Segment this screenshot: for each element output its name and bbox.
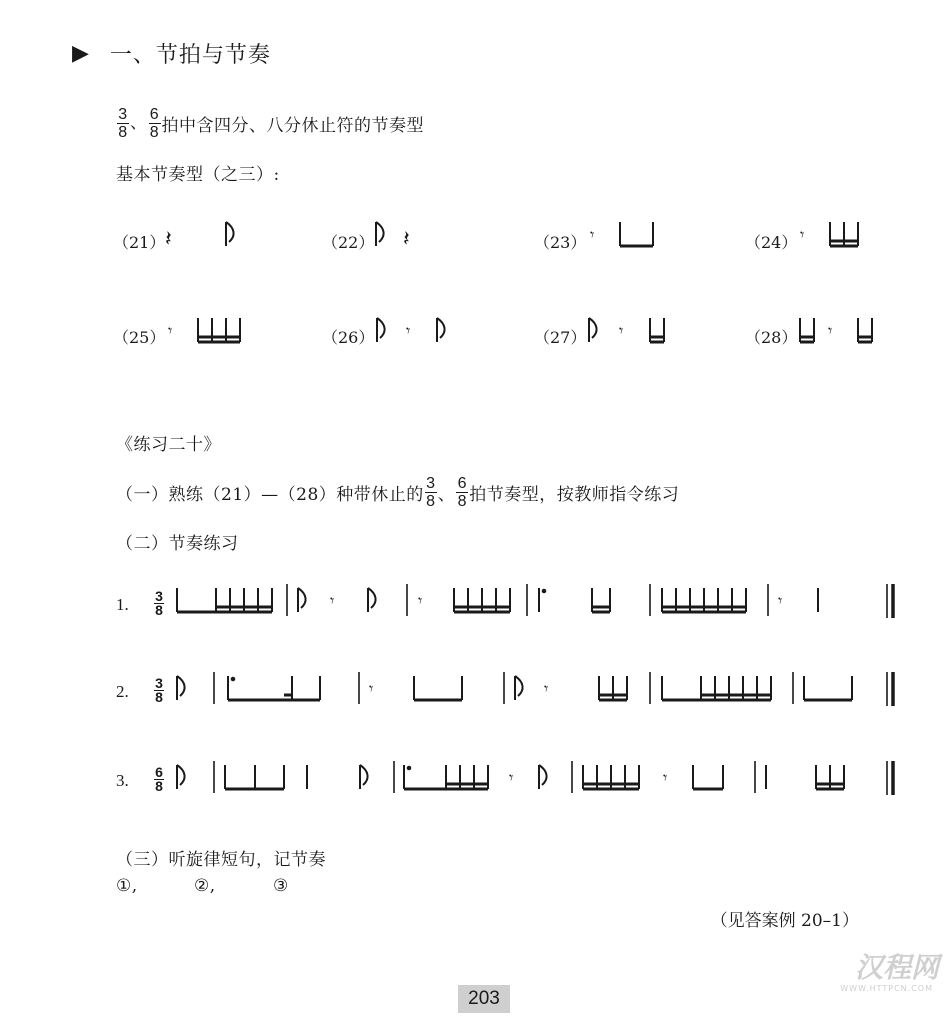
note-flag: [589, 318, 597, 338]
exercise-item-1: （一）熟练（21）—（28）种带休止的 $\frac{3}{8}$ 、 $\frac{6}{8}$ 拍节奏型，按教师指令练习: [116, 475, 680, 510]
pattern-label-26: （26）: [322, 328, 375, 347]
eighth-rest: 𝄾: [544, 679, 549, 698]
subtitle: 基本节奏型（之三）:: [116, 165, 280, 185]
exercise-item-2: （二）节奏练习: [116, 534, 239, 554]
eighth-rest: 𝄾: [168, 321, 173, 340]
fraction-3-8: $\frac{3}{8}$: [426, 475, 436, 510]
eighth-rest: 𝄾: [778, 591, 783, 610]
answer-1: ①,: [116, 876, 138, 896]
play-triangle-icon: ▶: [72, 41, 90, 66]
eighth-rest: 𝄾: [663, 768, 668, 787]
note-flag: [177, 676, 185, 696]
note-flag: [368, 588, 376, 608]
pattern-label-24: （24）: [745, 233, 798, 252]
note-flag: [177, 765, 185, 785]
pattern-label-25: （25）: [113, 328, 166, 347]
eighth-rest: 𝄾: [406, 321, 411, 340]
answer-3: ③: [273, 876, 289, 896]
fraction-6-8: $\frac{6}{8}$: [457, 475, 467, 510]
note-flag: [437, 318, 445, 338]
time-signature-6-8: 6 8: [155, 764, 163, 794]
row-number-1: 1.: [116, 595, 129, 614]
eighth-rest: 𝄾: [369, 679, 374, 698]
note-flag: [539, 765, 547, 785]
pattern-label-22: （22）: [322, 233, 375, 252]
pattern-label-23: （23）: [534, 233, 587, 252]
exercise-title: 《练习二十》: [116, 435, 221, 455]
answer-reference: （见答案例 20–1）: [710, 911, 859, 931]
eighth-rest: 𝄾: [509, 768, 514, 787]
row-number-2: 2.: [116, 682, 129, 701]
time-signature-3-8: 3 8: [155, 588, 163, 618]
eighth-rest: 𝄾: [828, 321, 833, 340]
eighth-rest: 𝄾: [330, 591, 335, 610]
quarter-rest: 𝄽: [165, 227, 172, 252]
note-dot: [407, 766, 411, 770]
note-flag: [515, 676, 523, 696]
fraction-3-8: $\frac{3}{8}$: [118, 106, 128, 141]
intro-text: 拍中含四分、八分休止符的节奏型: [161, 116, 424, 136]
watermark-logo: 汉程网: [854, 951, 939, 984]
exercise-item-3: （三）听旋律短句，记节奏: [116, 850, 326, 870]
answer-2: ②,: [194, 876, 216, 896]
separator: 、: [130, 113, 148, 133]
quarter-rest: 𝄽: [403, 227, 410, 252]
note-flag: [226, 222, 234, 242]
section-title: 一、节拍与节奏: [109, 43, 271, 68]
page-number: 203: [458, 985, 510, 1013]
pattern-label-28: （28）: [745, 328, 798, 347]
fraction-6-8: $\frac{6}{8}$: [149, 106, 160, 141]
row-number-3: 3.: [116, 771, 129, 790]
time-signature-3-8: 3 8: [155, 675, 163, 705]
note-flag: [377, 318, 385, 338]
eighth-rest: 𝄾: [418, 591, 423, 610]
eighth-rest: 𝄾: [590, 225, 595, 244]
watermark-url: WWW.HTTPCN.COM: [840, 984, 933, 993]
note-flag: [376, 222, 384, 242]
pattern-label-21: （21）: [113, 233, 166, 252]
note-dot: [231, 677, 235, 681]
eighth-rest: 𝄾: [800, 225, 805, 244]
eighth-rest: 𝄾: [619, 321, 624, 340]
note-flag: [298, 588, 306, 608]
note-flag: [360, 765, 368, 785]
note-dot: [542, 589, 546, 593]
pattern-label-27: （27）: [534, 328, 587, 347]
